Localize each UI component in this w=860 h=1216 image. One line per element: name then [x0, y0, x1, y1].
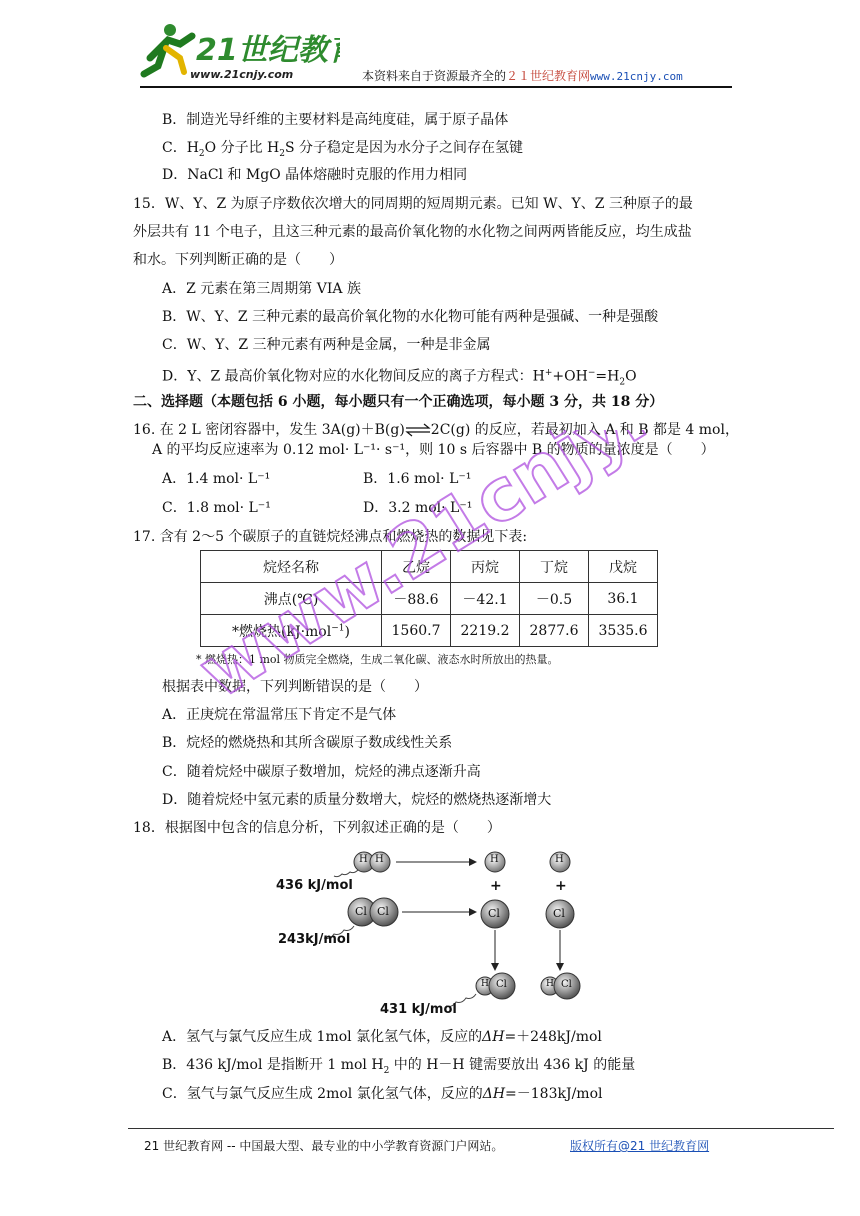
q17-option-b: B．烷烃的燃烧热和其所含碳原子数成线性关系 [162, 735, 453, 751]
table-header-row [201, 551, 658, 583]
q17-option-c: C．随着烷烃中碳原子数增加，烷烃的沸点逐渐升高 [162, 764, 481, 780]
table-header-cell: 乙烷 [382, 551, 451, 583]
table-header-cell: 丙烷 [451, 551, 520, 583]
alkane-data-table [200, 550, 658, 647]
table-cell: 2219.2 [451, 615, 520, 647]
q16-stem-line2: A 的平均反应速率为 0.12 mol· L⁻¹· s⁻¹，则 10 s 后容器中 B 的物质的量浓度是（ ） [152, 442, 715, 458]
table-cell: 36.1 [589, 583, 658, 615]
table-header-cell: 丁烷 [520, 551, 589, 583]
q17-footnote: * 燃烧热：1 mol 物质完全燃烧，生成二氧化碳、液态水时所放出的热量。 [196, 653, 559, 666]
table-cell: －42.1 [451, 583, 520, 615]
q15-option-b: B．W、Y、Z 三种元素的最高价氧化物的水化物可能有两种是强碱、一种是强酸 [162, 309, 659, 325]
table-header-cell: 戊烷 [589, 551, 658, 583]
table-cell: 1560.7 [382, 615, 451, 647]
hcl-bond-energy-label: 431 kJ/mol [380, 1002, 457, 1017]
q17-option-d: D．随着烷烃中氢元素的质量分数增大，烷烃的燃烧热逐渐增大 [162, 792, 552, 808]
q16-option-c: C．1.8 mol· L⁻¹ [162, 500, 271, 516]
q16-stem-line1: 16. 在 2 L 密闭容器中，发生 3A(g)＋B(g) 2C(g) 的反应，若最初加入 A 和 B 都是 4 mol， [133, 422, 739, 438]
site-logo [140, 18, 340, 84]
q14-option-b: B．制造光导纤维的主要材料是高纯度硅，属于原子晶体 [162, 112, 509, 128]
clcl-bond-energy-label: 243kJ/mol [278, 932, 351, 947]
table-row [201, 583, 658, 615]
table-header-cell: 烷烃名称 [201, 551, 382, 583]
bond-energy-diagram: H H Cl Cl H Cl H Cl H Cl H Cl + + 436 kJ/mol 243kJ/mol 431 kJ/mol [270, 844, 600, 1019]
table-row [201, 615, 658, 647]
svg-text:www.21cnjy.com: www.21cnjy.com [184, 430, 660, 715]
table-cell: 沸点(℃) [201, 583, 382, 615]
plus-sign: + [490, 878, 502, 894]
table-cell: 3535.6 [589, 615, 658, 647]
q15-option-a: A．Z 元素在第三周期第 VIA 族 [162, 281, 361, 297]
header-divider [140, 86, 732, 88]
q18-option-c: C．氢气与氯气反应生成 2mol 氯化氢气体，反应的ΔH=－183kJ/mol [162, 1086, 603, 1102]
q18-option-a: A．氢气与氯气反应生成 1mol 氯化氢气体，反应的ΔH=＋248kJ/mol [162, 1029, 602, 1045]
q18-stem: 18．根据图中包含的信息分析，下列叙述正确的是（ ） [133, 820, 501, 836]
q17-stem: 17. 含有 2～5 个碳原子的直链烷烃沸点和燃烧热的数据见下表: [133, 529, 528, 545]
hh-bond-energy-label: 436 kJ/mol [276, 878, 353, 893]
q17-option-a: A．正庚烷在常温常压下肯定不是气体 [162, 707, 397, 723]
svg-text:www.21cnjy.com: www.21cnjy.com [190, 68, 294, 81]
q17-question: 根据表中数据，下列判断错误的是（ ） [162, 679, 428, 695]
header-tagline: 本资料来自于资源最齐全的２１世纪教育网www.21cnjy.com [362, 69, 683, 83]
q14-option-d: D．NaCl 和 MgO 晶体熔融时克服的作用力相同 [162, 167, 468, 183]
q16-option-b: B．1.6 mol· L⁻¹ [363, 471, 472, 487]
q16-option-a: A．1.4 mol· L⁻¹ [162, 471, 271, 487]
footer-copyright-link[interactable]: 版权所有@21 世纪教育网 [570, 1139, 710, 1153]
q15-stem-line1: 15．W、Y、Z 为原子序数依次增大的同周期的短周期元素。已知 W、Y、Z 三种原子的最 [133, 196, 693, 212]
q14-option-c: C．$H_2O$ 分子比 $H_2S$ 分子稳定是因为水分子之间存在氢键 [162, 140, 524, 159]
q15-option-d: D．Y、Z 最高价氧化物对应的水化物间反应的离子方程式：$H^++OH^-=H_2O$ [162, 368, 637, 388]
footer-text: 21 世纪教育网 -- 中国最大型、最专业的中小学教育资源门户网站。 [144, 1139, 504, 1153]
table-cell: －88.6 [382, 583, 451, 615]
q15-option-c: C．W、Y、Z 三种元素有两种是金属，一种是非金属 [162, 337, 491, 353]
q18-option-b: B．436 kJ/mol 是指断开 1 mol $H_2$ 中的 H－H 键需要放出 436 kJ 的能量 [162, 1057, 636, 1076]
q16-option-d: D．3.2 mol· L⁻¹ [363, 500, 473, 516]
section-2-heading: 二、选择题（本题包括 6 小题，每小题只有一个正确选项，每小题 3 分，共 18 分） [133, 394, 664, 410]
plus-sign: + [555, 878, 567, 894]
q15-stem-line3: 和水。下列判断正确的是（ ） [133, 252, 343, 268]
q15-stem-line2: 外层共有 11 个电子，且这三种元素的最高价氧化物的水化物之间两两皆能反应，均生成盐 [133, 224, 692, 240]
site-url[interactable]: www.21cnjy.com [590, 70, 683, 83]
equilibrium-arrow-icon [405, 423, 431, 437]
svg-text:21世纪教育: 21世纪教 [196, 33, 328, 68]
site-name: ２１世纪教育网 [506, 69, 591, 83]
table-cell: 2877.6 [520, 615, 589, 647]
table-cell: *燃烧热(kJ·mol$^{-1}$) [201, 615, 382, 647]
footer-divider [128, 1128, 834, 1129]
table-cell: －0.5 [520, 583, 589, 615]
